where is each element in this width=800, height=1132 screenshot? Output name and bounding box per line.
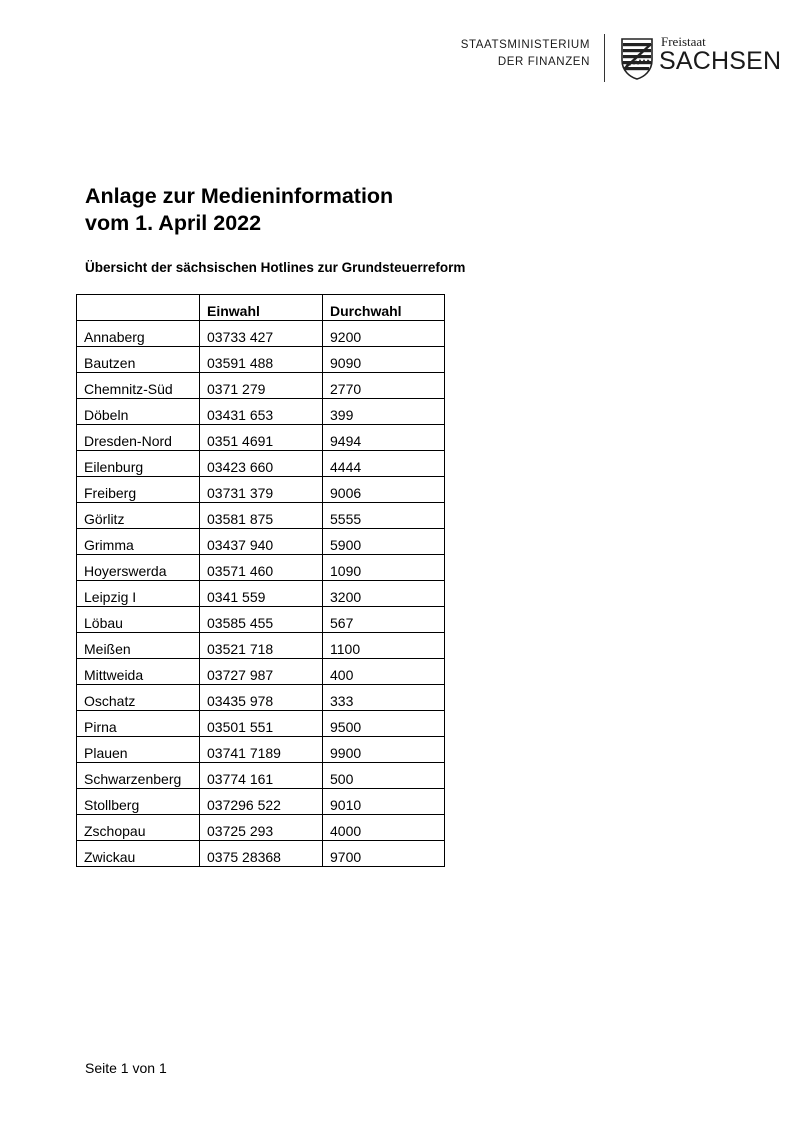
einwahl-number: 03501 551 xyxy=(200,711,323,737)
einwahl-number: 03581 875 xyxy=(200,503,323,529)
office-name: Löbau xyxy=(77,607,200,633)
table-row xyxy=(77,711,445,737)
einwahl-number: 0351 4691 xyxy=(200,425,323,451)
durchwahl-number: 567 xyxy=(323,607,445,633)
durchwahl-number: 399 xyxy=(323,399,445,425)
einwahl-number: 03437 940 xyxy=(200,529,323,555)
ministry-name xyxy=(461,37,590,71)
office-name: Zwickau xyxy=(77,841,200,867)
durchwahl-number: 9010 xyxy=(323,789,445,815)
office-name: Oschatz xyxy=(77,685,200,711)
saxony-coat-of-arms-icon xyxy=(620,36,654,80)
einwahl-number: 03725 293 xyxy=(200,815,323,841)
office-name: Bautzen xyxy=(77,347,200,373)
durchwahl-number: 400 xyxy=(323,659,445,685)
durchwahl-number: 333 xyxy=(323,685,445,711)
einwahl-number: 03521 718 xyxy=(200,633,323,659)
einwahl-number: 03727 987 xyxy=(200,659,323,685)
durchwahl-number: 4000 xyxy=(323,815,445,841)
office-name: Pirna xyxy=(77,711,200,737)
table-row xyxy=(77,477,445,503)
einwahl-number: 03571 460 xyxy=(200,555,323,581)
einwahl-number: 03731 379 xyxy=(200,477,323,503)
table-row xyxy=(77,503,445,529)
einwahl-number: 03741 7189 xyxy=(200,737,323,763)
table-row xyxy=(77,633,445,659)
header-office xyxy=(77,295,200,321)
hotline-table xyxy=(76,294,445,867)
table-row xyxy=(77,581,445,607)
durchwahl-number: 1100 xyxy=(323,633,445,659)
table-header-row xyxy=(77,295,445,321)
office-name: Zschopau xyxy=(77,815,200,841)
office-name: Görlitz xyxy=(77,503,200,529)
table-row xyxy=(77,607,445,633)
table-row xyxy=(77,529,445,555)
durchwahl-number: 3200 xyxy=(323,581,445,607)
table-row xyxy=(77,789,445,815)
office-name: Plauen xyxy=(77,737,200,763)
durchwahl-number: 9200 xyxy=(323,321,445,347)
office-name: Döbeln xyxy=(77,399,200,425)
table-row xyxy=(77,347,445,373)
table-row xyxy=(77,763,445,789)
office-name: Hoyerswerda xyxy=(77,555,200,581)
einwahl-number: 037296 522 xyxy=(200,789,323,815)
table-row xyxy=(77,841,445,867)
einwahl-number: 0341 559 xyxy=(200,581,323,607)
table-row xyxy=(77,399,445,425)
table-row xyxy=(77,815,445,841)
header-durchwahl: Durchwahl xyxy=(323,295,445,321)
logo-divider xyxy=(604,34,605,82)
einwahl-number: 03733 427 xyxy=(200,321,323,347)
durchwahl-number: 9006 xyxy=(323,477,445,503)
durchwahl-number: 1090 xyxy=(323,555,445,581)
durchwahl-number: 5555 xyxy=(323,503,445,529)
durchwahl-number: 9494 xyxy=(323,425,445,451)
table-row xyxy=(77,321,445,347)
ministry-line-1: STAATSMINISTERIUM xyxy=(460,39,590,51)
state-wordmark xyxy=(659,35,781,74)
title-line-2: vom 1. April 2022 xyxy=(85,211,262,235)
durchwahl-number: 9900 xyxy=(323,737,445,763)
einwahl-number: 03423 660 xyxy=(200,451,323,477)
durchwahl-number: 9090 xyxy=(323,347,445,373)
table-body xyxy=(77,321,445,867)
office-name: Eilenburg xyxy=(77,451,200,477)
header-einwahl: Einwahl xyxy=(200,295,323,321)
durchwahl-number: 9500 xyxy=(323,711,445,737)
einwahl-number: 0371 279 xyxy=(200,373,323,399)
ministry-line-2: DER FINANZEN xyxy=(497,56,590,68)
einwahl-number: 03585 455 xyxy=(200,607,323,633)
office-name: Annaberg xyxy=(77,321,200,347)
table-row xyxy=(77,425,445,451)
table-row xyxy=(77,373,445,399)
einwahl-number: 0375 28368 xyxy=(200,841,323,867)
durchwahl-number: 2770 xyxy=(323,373,445,399)
state-label-big: SACHSEN xyxy=(659,47,782,75)
office-name: Schwarzenberg xyxy=(77,763,200,789)
state-label-small: Freistaat xyxy=(661,34,706,49)
office-name: Stollberg xyxy=(77,789,200,815)
page-number: Seite 1 von 1 xyxy=(85,1060,167,1076)
page-title xyxy=(85,183,393,237)
table-caption: Übersicht der sächsischen Hotlines zur Grundsteuerreform xyxy=(85,260,466,275)
durchwahl-number: 4444 xyxy=(323,451,445,477)
office-name: Dresden-Nord xyxy=(77,425,200,451)
table-row xyxy=(77,737,445,763)
einwahl-number: 03774 161 xyxy=(200,763,323,789)
office-name: Mittweida xyxy=(77,659,200,685)
table-row xyxy=(77,685,445,711)
einwahl-number: 03431 653 xyxy=(200,399,323,425)
office-name: Leipzig I xyxy=(77,581,200,607)
office-name: Meißen xyxy=(77,633,200,659)
table-row xyxy=(77,451,445,477)
durchwahl-number: 9700 xyxy=(323,841,445,867)
office-name: Grimma xyxy=(77,529,200,555)
office-name: Freiberg xyxy=(77,477,200,503)
durchwahl-number: 5900 xyxy=(323,529,445,555)
title-line-1: Anlage zur Medieninformation xyxy=(85,184,394,208)
einwahl-number: 03435 978 xyxy=(200,685,323,711)
office-name: Chemnitz-Süd xyxy=(77,373,200,399)
table-row xyxy=(77,659,445,685)
durchwahl-number: 500 xyxy=(323,763,445,789)
table-row xyxy=(77,555,445,581)
einwahl-number: 03591 488 xyxy=(200,347,323,373)
